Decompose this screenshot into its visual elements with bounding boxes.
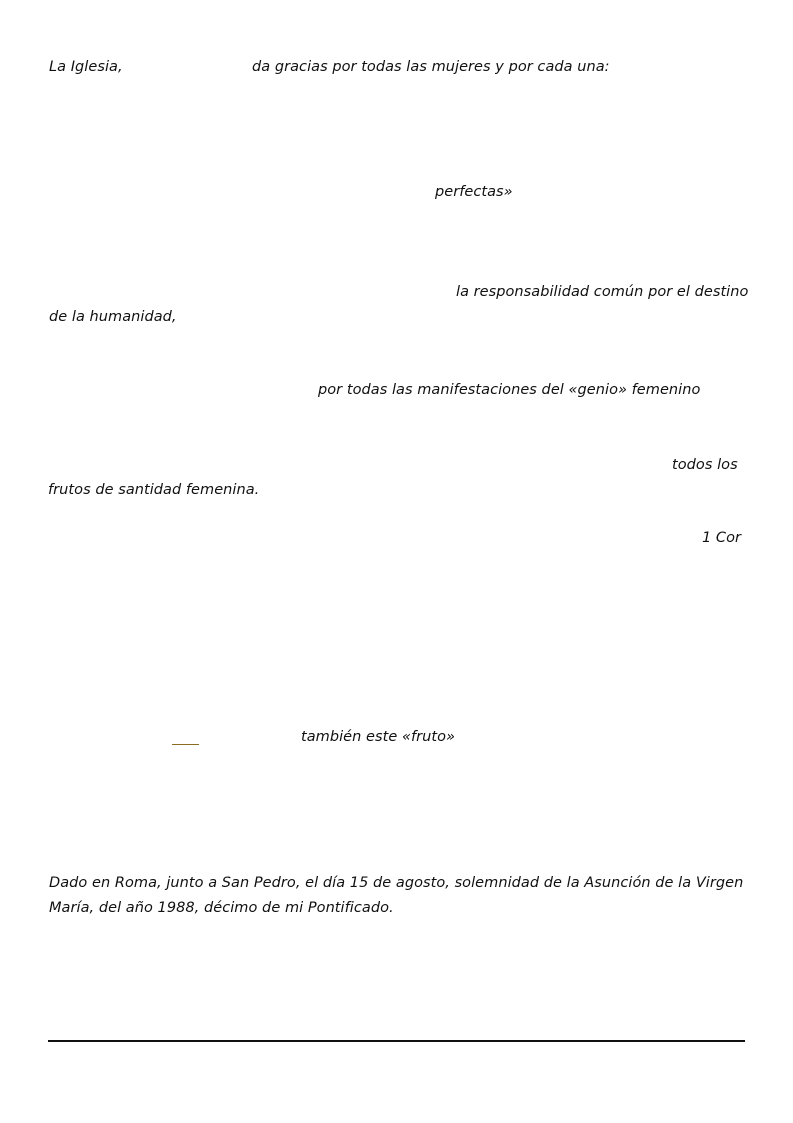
text-fragment-genio-femenino: por todas las manifestaciones del «genio» femenino xyxy=(318,382,701,398)
footnote-divider xyxy=(48,1040,745,1042)
text-fragment-todos-los: todos los xyxy=(672,457,738,473)
text-fragment-responsabilidad: la responsabilidad común por el destino xyxy=(456,284,749,300)
text-fragment-humanidad: de la humanidad, xyxy=(49,309,177,325)
closing-line-2: María, del año 1988, décimo de mi Pontificado. xyxy=(49,900,394,916)
text-fragment-la-iglesia: La Iglesia, xyxy=(49,59,123,75)
text-fragment-frutos-santidad: frutos de santidad femenina. xyxy=(48,482,260,498)
text-fragment-da-gracias: da gracias por todas las mujeres y por cada una: xyxy=(252,59,610,75)
text-fragment-1-cor: 1 Cor xyxy=(702,530,742,546)
text-fragment-perfectas: perfectas» xyxy=(435,184,513,200)
footnote-link[interactable] xyxy=(172,744,199,745)
text-fragment-tambien-fruto: también este «fruto» xyxy=(301,729,456,745)
closing-line-1: Dado en Roma, junto a San Pedro, el día 15 de agosto, solemnidad de la Asunción de la Virgen xyxy=(49,875,744,891)
